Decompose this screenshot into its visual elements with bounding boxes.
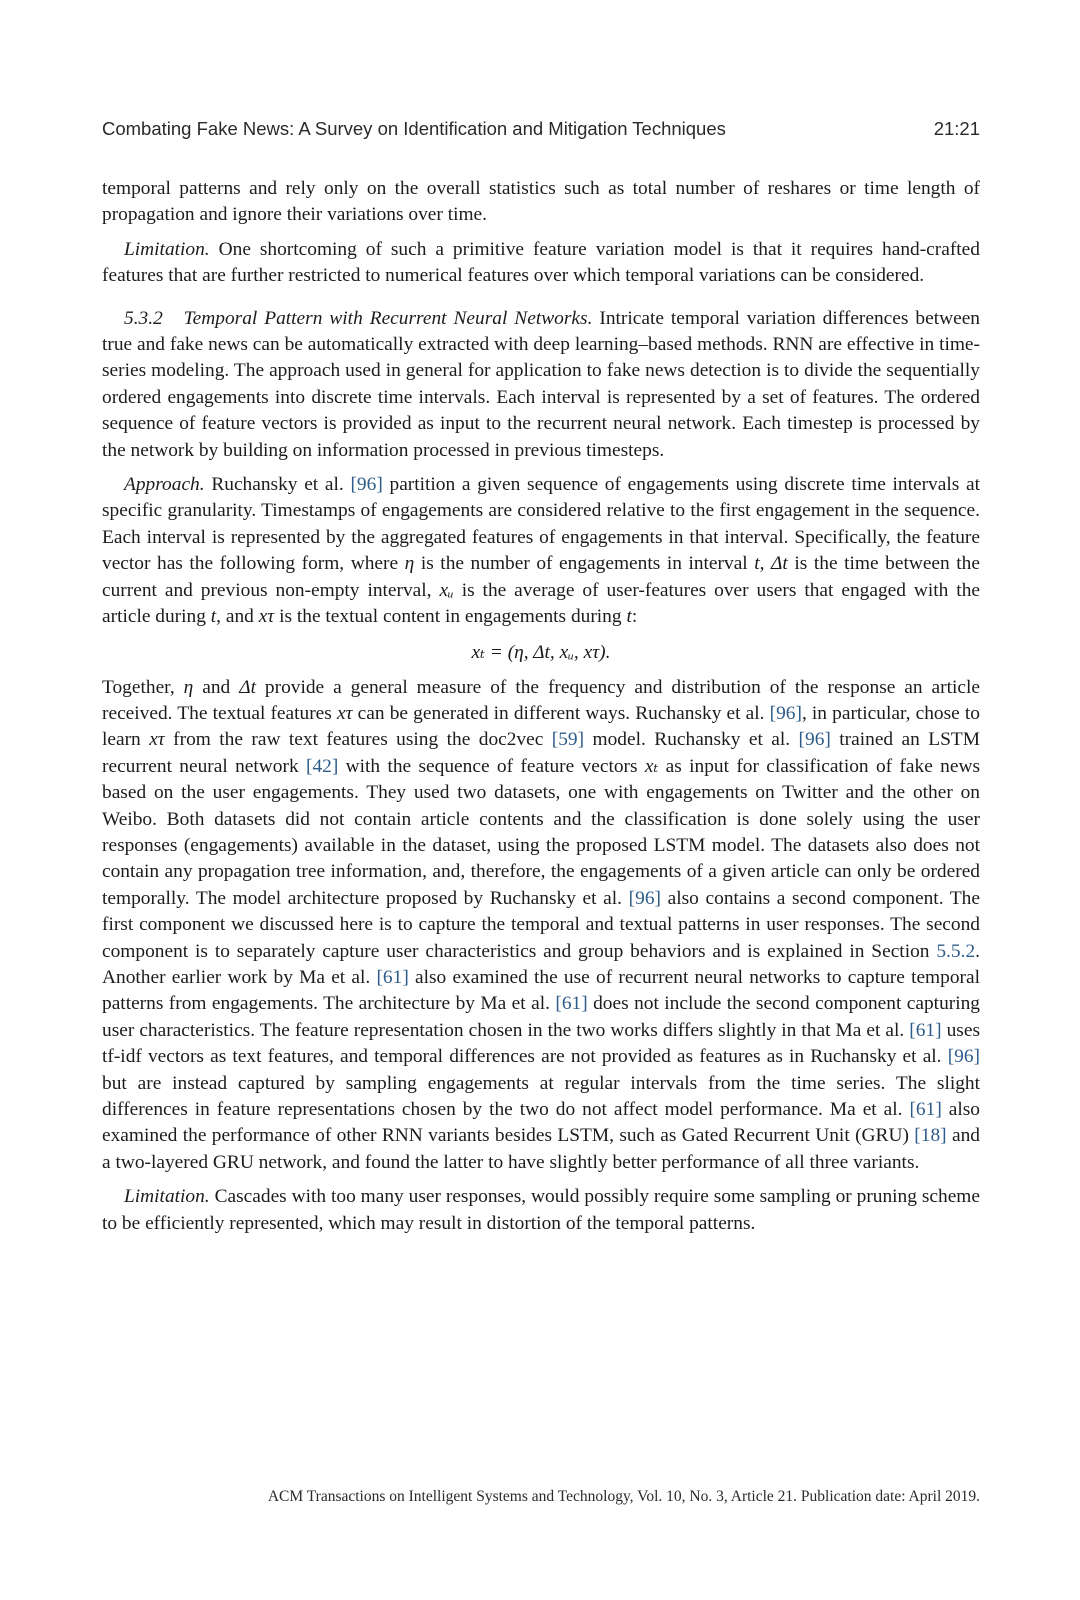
subsection-heading: Temporal Pattern with Recurrent Neural Networks. [183, 307, 593, 329]
text-span: partition a given sequence of engagements using discrete time intervals at specific granularity. Timestamps of engagements are considered relative to the first engagement in the sequence. Each interval is represented by the aggregated features of engagements in that interval. Specifically, the feature vector has the following form, where [102, 474, 980, 575]
text-span: , and [216, 606, 259, 628]
citation-96[interactable]: [96] [628, 887, 661, 909]
page-number: 21:21 [933, 118, 980, 139]
symbol-delta-t: Δt [239, 676, 256, 698]
citation-96[interactable]: [96] [947, 1046, 980, 1068]
symbol-eta: η [183, 676, 194, 698]
text-span: with the sequence of feature vectors [338, 755, 645, 777]
subsection-number: 5.3.2 [124, 307, 163, 329]
citation-96[interactable]: [96] [350, 474, 383, 496]
symbol-t: t [754, 553, 760, 575]
symbol-eta: η [404, 553, 415, 575]
text-span: Ruchansky et al. [204, 474, 351, 496]
text-span: provide a general measure of the frequency and distribution of the response an article received. The textual features [102, 676, 980, 724]
text-span: also contains a second component. The first component we discussed here is to capture the temporal and textual patterns in user responses. The second component is to separately capture user characteristics and group behaviors and is explained in Section [102, 887, 980, 962]
body-text [102, 176, 980, 1245]
text-span: and a two-layered GRU network, and found the latter to have slightly better performance of all three variants. [102, 1125, 980, 1173]
journal-footer: ACM Transactions on Intelligent Systems and Technology, Vol. 10, No. 3, Article 21. Publication date: April 2019. [267, 1488, 980, 1505]
text-span: can be generated in different ways. Ruchansky et al. [352, 702, 770, 724]
text-span: also examined the use of recurrent neural networks to capture temporal patterns from engagements. The architecture by Ma et al. [102, 966, 980, 1015]
paragraph-label: Limitation. [124, 1186, 210, 1208]
text-span: but are instead captured by sampling engagements at regular intervals from the time series. The slight differences in feature representations chosen by the two do not affect model performance. Ma et al. [102, 1072, 980, 1120]
paragraph-limitation-2 [102, 1184, 980, 1237]
citation-61[interactable]: [61] [909, 1019, 942, 1041]
text-span: model. Ruchansky et al. [584, 729, 799, 751]
running-header [102, 118, 980, 148]
citation-61[interactable]: [61] [555, 993, 588, 1015]
paragraph-together [102, 675, 980, 1177]
text-span: One shortcoming of such a primitive feature variation model is that it requires hand-crafted features that are further restricted to numerical features over which temporal variations can be considered. [102, 238, 980, 287]
text-span: and [193, 676, 240, 698]
text-span: is the average of user-features over users that engaged with the article during [102, 579, 980, 628]
paragraph-label: Limitation. [124, 238, 210, 260]
symbol-delta-t: Δt [771, 553, 788, 575]
equation-feature-vector: xₜ = (η, Δt, xᵤ, xτ). [471, 641, 611, 663]
paragraph-limitation [102, 237, 980, 290]
subsection-5-3-2 [102, 306, 980, 464]
citation-59[interactable]: [59] [551, 729, 585, 751]
text-span: : [631, 606, 638, 628]
text-span: trained an LSTM recurrent neural network [102, 729, 980, 777]
symbol-x-tau: xτ [149, 729, 165, 751]
text-span: , in particular, chose to learn [102, 702, 980, 751]
symbol-x-tau: xτ [336, 702, 353, 724]
paragraph-continued [102, 176, 980, 229]
citation-42[interactable]: [42] [306, 755, 339, 777]
citation-61[interactable]: [61] [376, 966, 409, 988]
symbol-x-u: xᵤ [439, 579, 454, 601]
text-span: is the time between the current and previous non-empty interval, [102, 553, 980, 601]
running-title: Combating Fake News: A Survey on Identification and Mitigation Techniques [102, 118, 726, 139]
text-span: Cascades with too many user responses, would possibly require some sampling or pruning scheme to be efficiently represented, which may result in distortion of the temporal patterns. [102, 1186, 980, 1234]
text-span: uses tf-idf vectors as text features, and temporal differences are not provided as features as in Ruchansky et al. [102, 1019, 980, 1068]
section-link-5-5-2[interactable]: 5.5.2 [936, 940, 976, 962]
symbol-t: t [210, 606, 217, 628]
symbol-x-tau: xτ [258, 606, 275, 628]
paragraph-approach [102, 472, 980, 630]
citation-61[interactable]: [61] [909, 1099, 942, 1120]
text-span: , [759, 553, 772, 575]
text-span: Intricate temporal variation differences between true and fake news can be automatically extracted with deep learning–based methods. RNN are effective in time-series modeling. The approach used in general for application to fake news detection is to divide the sequentially ordered engagements into discrete time intervals. Each interval is represented by a set of features. The ordered sequence of feature vectors is provided as input to the recurrent neural network. Each timestep is processed by the network by building on information processed in previous timesteps. [102, 307, 981, 461]
paragraph-label: Approach. [124, 474, 205, 496]
text-span: does not include the second component capturing user characteristics. The feature representation chosen in the two works differs slightly in that Ma et al. [102, 993, 980, 1041]
text-span: as input for classification of fake news based on the user engagements. They used two datasets, one with engagements on Twitter and the other on Weibo. Both datasets did not contain article contents and the classification is done solely using the user responses (engagements) available in the dataset, using the proposed LSTM model. The datasets also does not contain any propagation tree information, and, therefore, the engagements of a given article can only be ordered temporally. The model architecture proposed by Ruchansky et al. [102, 755, 980, 909]
citation-96[interactable]: [96] [798, 729, 831, 751]
citation-18[interactable]: [18] [914, 1125, 947, 1147]
symbol-x-t: xₜ [644, 755, 659, 777]
text-span: is the textual content in engagements during [274, 606, 627, 628]
text-span: is the number of engagements in interval [414, 553, 755, 575]
symbol-t: t [626, 606, 632, 628]
text-span: from the raw text features using the doc2vec [164, 729, 552, 751]
text-span: also examined the performance of other RNN variants besides LSTM, such as Gated Recurrent Unit (GRU) [102, 1099, 980, 1147]
text-span: Together, [102, 676, 184, 698]
citation-96[interactable]: [96] [769, 702, 802, 724]
text-span: temporal patterns and rely only on the overall statistics such as total number of reshares or time length of propagation and ignore their variations over time. [102, 178, 980, 226]
text-span: . Another earlier work by Ma et al. [102, 940, 980, 988]
